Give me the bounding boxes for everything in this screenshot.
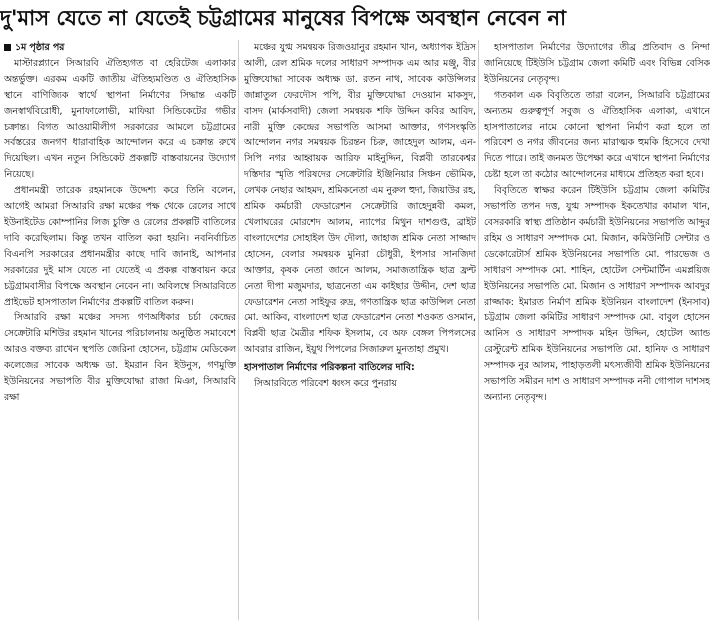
paragraph: মাস্টারপ্ল্যানে সিআরবি ঐতিহ্যগত বা হেরিটেজ এলাকার অন্তর্ভুক্ত। এরকম একটি জাতীয় ঐতিহ্যমণ্ডিত ও ঐতিহাসিক স্থানে বাণিজ্যিক স্বার্থে স্থাপনা নির্মাণের সিদ্ধান্ত একটি জনস্বার্থবিরোধী, মুনাফালোভী, মাফিয়া সিন্ডিকেটের গভীর চক্রান্ত। বিগত আওয়ামীলীগ সরকারের আমলে চট্টগ্রামের সর্বস্তরের জনগণ ধারাবাহিক আন্দোলন করে এ চক্রান্ত রুখে দিয়েছিল। এখন নতুন সিন্ডিকেট প্রকল্পটি বাস্তবায়নের উদ্যোগ নিয়েছে। xyxy=(4,57,236,181)
column-divider xyxy=(478,40,479,620)
paragraph: প্রধানমন্ত্রী তারেক রহমানকে উদ্দেশ্য করে তিনি বলেন, আগেই আমরা সিআরবি রক্ষা মঞ্চের পক্ষ থেকে রেলের সাথে ইউনাইটেড কোম্পানির লিজ চুক্তি ও রেলের প্রকল্পটি বাতিলের দাবি করেছিলাম। কিন্তু তখন বাতিল করা হয়নি। নবনির্বাচিত বিএনপি সরকারের প্রধানমন্ত্রীর কাছে দাবি জানাই, আপনার সরকারের দুই মাস যেতে না যেতেই এ প্রকল্প বাস্তবায়ন করে চট্টগ্রামবাসীর বিপক্ষে অবস্থান নেবেন না। অবিলম্বে সিআরবিতে প্রাইভেট হাসপাতাল নির্মাণের প্রকল্পটি বাতিল করুন। xyxy=(4,185,236,308)
column-2 xyxy=(244,40,476,620)
paragraph: সিআরবিতে পরিবেশ ধ্বংস করে পুনরায় xyxy=(254,378,397,390)
paragraph: বিবৃতিতে স্বাক্ষর করেন টিইউসি চট্টগ্রাম জেলা কমিটির সভাপতি তপন দত্ত, যুগ্ম সম্পাদক ইকতেখার কামাল খান, বেসরকারি স্বাস্থ্য প্রতিষ্ঠান কর্মচারী ইউনিয়নের সভাপতি আব্দুর রহিম ও সাধারণ সম্পাদক মো. মিজান, কমিউনিটি সেন্টার ও ডেকোরেটার্স শ্রমিক ইউনিয়নের সভাপতি মো. পারভেজ ও সাধারণ সম্পাদক মো. শাহিন, হোটেল সেন্টমার্টিন এমপ্লয়িজ ইউনিয়নের সভাপতি মো. মিজান ও সাধারণ সম্পাদক আবদুর রাজ্জাক: ইমারত নির্মাণ শ্রমিক ইউনিয়ন বাংলাদেশ (ইনসাব) চট্টগ্রাম জেলা কমিটির সাধারণ সম্পাদক মো. বাবুল হোসেন আনিস ও সাধারণ সম্পাদক মহিন উদ্দিন, হোটেল অ্যান্ড রেস্টুরেন্ট শ্রমিক ইউনিয়নের সভাপতি মো. হানিফ ও সাধারণ সম্পাদক নুর আলম, পাহাড়তলী মৎস্যজীবী শ্রমিক ইউনিয়নের সভাপতি সমীরন দাশ ও সাধারণ সম্পাদক ননী গোপাল দাশসহ অন্যান্য নেতৃবৃন্দ। xyxy=(484,185,710,403)
square-bullet-icon xyxy=(4,44,11,51)
subheading: হাসপাতাল নির্মাণের পরিকল্পনা বাতিলের দাবি: xyxy=(244,362,415,374)
paragraph: হাসপাতাল নির্মাণের উদ্যোগের তীব্র প্রতিবাদ ও নিন্দা জানিয়েছে টিইউসি চট্টগ্রাম জেলা কমিটি এবং বিভিন্ন বেসিক ইউনিয়নের নেতৃবৃন্দ। xyxy=(484,42,710,85)
paragraph: সিআরবি রক্ষা মঞ্চের সদস্য গণঅধিকার চর্চা কেন্দ্রের সেক্রেটারি মশিউর রহমান খানের পরিচালনায় অনুষ্ঠিত সমাবেশে আরও বক্তব্য রাখেন স্থপতি জেরিনা হোসেন, চট্টগ্রাম মেডিকেল কলেজের সাবেক অধ্যক্ষ ডা. ইমরান বিন ইউনুস, গণমুক্তি ইউনিয়নের সভাপতি বীর মুক্তিযোদ্ধা রাজা মিঞা, সিআরবি রক্ষা xyxy=(4,312,236,403)
column-1 xyxy=(4,40,236,620)
paragraph: গতকাল এক বিবৃতিতে তারা বলেন, সিআরবি চট্টগ্রামের অন্যতম গুরুত্বপূর্ণ সবুজ ও ঐতিহাসিক এলাকা, এখানে হাসপাতালের নামে কোনো স্থাপনা নির্মাণ করা হলে তা পরিবেশ ও নগর জীবনের জন্য মারাত্মক হুমকি হিসেবে দেখা দিতে পারে। তাই জনমত উপেক্ষা করে এখানে স্থাপনা নির্মাণের চেষ্টা হলে তা কঠোর আন্দোলনের মাধ্যমে প্রতিহত করা হবে। xyxy=(484,89,710,181)
paragraph: মঞ্চের যুগ্ম সমন্বয়ক রিজওয়ানুর রহমান খান, অধ্যাপক ইদ্রিস আলী, রেল শ্রমিক দলের সাধারণ সম্পাদক এম আর মঞ্জু, বীর মুক্তিযোদ্ধা সাবেক অধ্যক্ষ ডা. রতন নাথ, সাবেক কাউন্সিলর জান্নাতুল ফেরদৌস পপি, বীর মুক্তিযোদ্ধা দেওয়ান মাকসুদ, বাসদ (মার্কসবাদী) জেলা সমন্বয়ক শফি উদ্দিন কবির আবিদ, নারী মুক্তি কেন্দ্রের সভাপতি আসমা আক্তার, গণসংস্কৃতি আন্দোলন নগর সমন্বয়ক চিরন্তন চিরু, জাহেদুল আলম, এন-সিপি নগর আহ্বায়ক আরিফ মাইনুদ্দিন, বিপ্লবী তারকেশ্বর দস্তিদার স্মৃতি পরিষদের সেক্রেটারি ইঞ্জিনিয়ার সিঞ্চন ভৌমিক, লেখক নেছার আহমদ, শ্রমিকনেতা এম নুরুল হুদা, জিয়াউর রহ, শ্রমিক কর্মচারী ফেডারেশন সেক্রেটারি জাহেদুন্নবী কমল, খেলাঘরের মোরশেদ আলম, ন্যাপের মিথুন দাশগুপ্ত, ব্রাইট বাংলাদেশের সোহাইল উদ দৌলা, জাহাজ শ্রমিক নেতা সাজ্জাদ হোসেন, বেলার সমন্বয়ক মুনিরা চৌধুরী, ইপসার সানজিদা আক্তার, কৃষক নেতা জানে আলম, সমাজতান্ত্রিক ছাত্র ফ্রন্ট নেতা দীপা মজুমদার, ছাত্রনেতা এম কাইছার উদ্দীন, দেশ ছাত্র ফেডারেশন নেতা সাইফুর রুদ্র, গণতান্ত্রিক ছাত্র কাউন্সিল নেতা মো. আকিব, বাংলাদেশ ছাত্র ফেডারেশন নেতা শওকত ওসমান, বিপ্লবী ছাত্র মৈত্রীর শফিক ইসলাম, বে অফ বেঙ্গল পিপলসের আবরার রাজিন, ইয়ুথ পিপলের সিজারুল মুনতাহা প্রমুখ। xyxy=(244,42,476,356)
column-3 xyxy=(484,40,710,620)
jump-text: ১ম পৃষ্ঠার পর xyxy=(15,42,65,53)
column-divider xyxy=(238,40,239,620)
continued-from-label xyxy=(4,40,236,56)
headline: দু'মাস যেতে না যেতেই চট্টগ্রামের মানুষের বিপক্ষে অবস্থান নেবেন না xyxy=(0,6,567,30)
